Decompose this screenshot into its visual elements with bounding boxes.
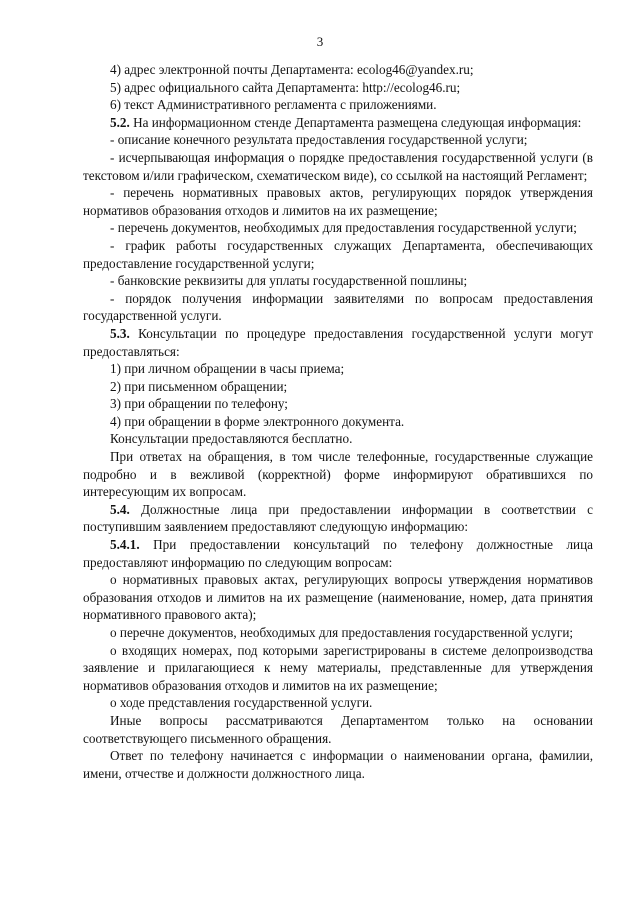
answer-paragraph: При ответах на обращения, в том числе телефонные, государственные служащие подробно и в вежливой (корректной) форме информируют обратившихся по интересующим их вопросам. bbox=[83, 449, 593, 500]
section-5-4-1-number: 5.4.1. bbox=[110, 537, 140, 553]
section-5-4-1-paragraph bbox=[83, 536, 593, 571]
list-item: 4) при обращении в форме электронного документа. bbox=[110, 413, 405, 429]
list-item: 3) при обращении по телефону; bbox=[110, 396, 288, 412]
document-body bbox=[83, 61, 593, 782]
list-item: 2) при письменном обращении; bbox=[110, 378, 288, 394]
list-item: о нормативных правовых актах, регулирующих вопросы утверждения нормативов образования отходов и лимитов на их размещение (наименование, номер, дата принятия нормативного правового акта); bbox=[83, 572, 593, 623]
section-5-2-number: 5.2. bbox=[110, 114, 130, 130]
list-item: - перечень нормативных правовых актов, регулирующих порядок утверждения нормативов образования отходов и лимитов на их размещение; bbox=[83, 185, 593, 218]
section-5-4-text: Должностные лица при предоставлении информации в соответствии с поступившим заявлением предоставляют следующую информацию: bbox=[83, 501, 593, 535]
contact-website-line: 5) адрес официального сайта Департамента: http://ecolog46.ru; bbox=[110, 79, 461, 95]
section-5-4-number: 5.4. bbox=[110, 501, 130, 517]
regulation-text-line: 6) текст Административного регламента с приложениями. bbox=[110, 97, 437, 113]
list-item: - банковские реквизиты для уплаты государственной пошлины; bbox=[110, 273, 468, 289]
section-5-3-number: 5.3. bbox=[110, 325, 130, 341]
section-5-4-paragraph bbox=[83, 501, 593, 536]
list-item: о ходе представления государственной услуги. bbox=[110, 695, 373, 711]
list-item: - исчерпывающая информация о порядке предоставления государственной услуги (в текстовом и/или графическом, схематическом виде), со ссылкой на настоящий Регламент; bbox=[83, 149, 593, 183]
section-5-2-paragraph bbox=[83, 114, 593, 132]
phone-answer-paragraph: Ответ по телефону начинается с информации о наименовании органа, фамилии, имени, отчестве и должности должностного лица. bbox=[83, 748, 593, 781]
list-item: - перечень документов, необходимых для предоставления государственной услуги; bbox=[110, 220, 577, 236]
list-item: - график работы государственных служащих Департамента, обеспечивающих предоставление государственной услуги; bbox=[83, 237, 593, 271]
list-item: 1) при личном обращении в часы приема; bbox=[110, 361, 345, 377]
section-5-2-text: На информационном стенде Департамента размещена следующая информация: bbox=[133, 114, 582, 130]
page-number: 3 bbox=[316, 34, 324, 49]
list-item: о входящих номерах, под которыми зарегистрированы в системе делопроизводства заявление и прилагающиеся к нему материалы, представленные для утверждения нормативов образования отходов и лимитов на их размещение; bbox=[83, 642, 593, 693]
section-5-3-text: Консультации по процедуре предоставления государственной услуги могут предоставляться: bbox=[83, 325, 593, 359]
list-item: о перечне документов, необходимых для предоставления государственной услуги; bbox=[110, 625, 574, 640]
section-5-3-paragraph bbox=[83, 325, 593, 360]
list-item: - описание конечного результата предоставления государственной услуги; bbox=[110, 132, 528, 148]
other-questions-paragraph: Иные вопросы рассматриваются Департаментом только на основании соответствующего письменного обращения. bbox=[83, 712, 593, 746]
free-consultation-line: Консультации предоставляются бесплатно. bbox=[110, 431, 353, 447]
section-5-4-1-text: При предоставлении консультаций по телефону должностные лица предоставляют информацию по следующим вопросам: bbox=[83, 537, 593, 570]
list-item: - порядок получения информации заявителями по вопросам предоставления государственной услуги. bbox=[83, 290, 593, 324]
contact-email-line: 4) адрес электронной почты Департамента: ecolog46@yandex.ru; bbox=[110, 62, 474, 77]
